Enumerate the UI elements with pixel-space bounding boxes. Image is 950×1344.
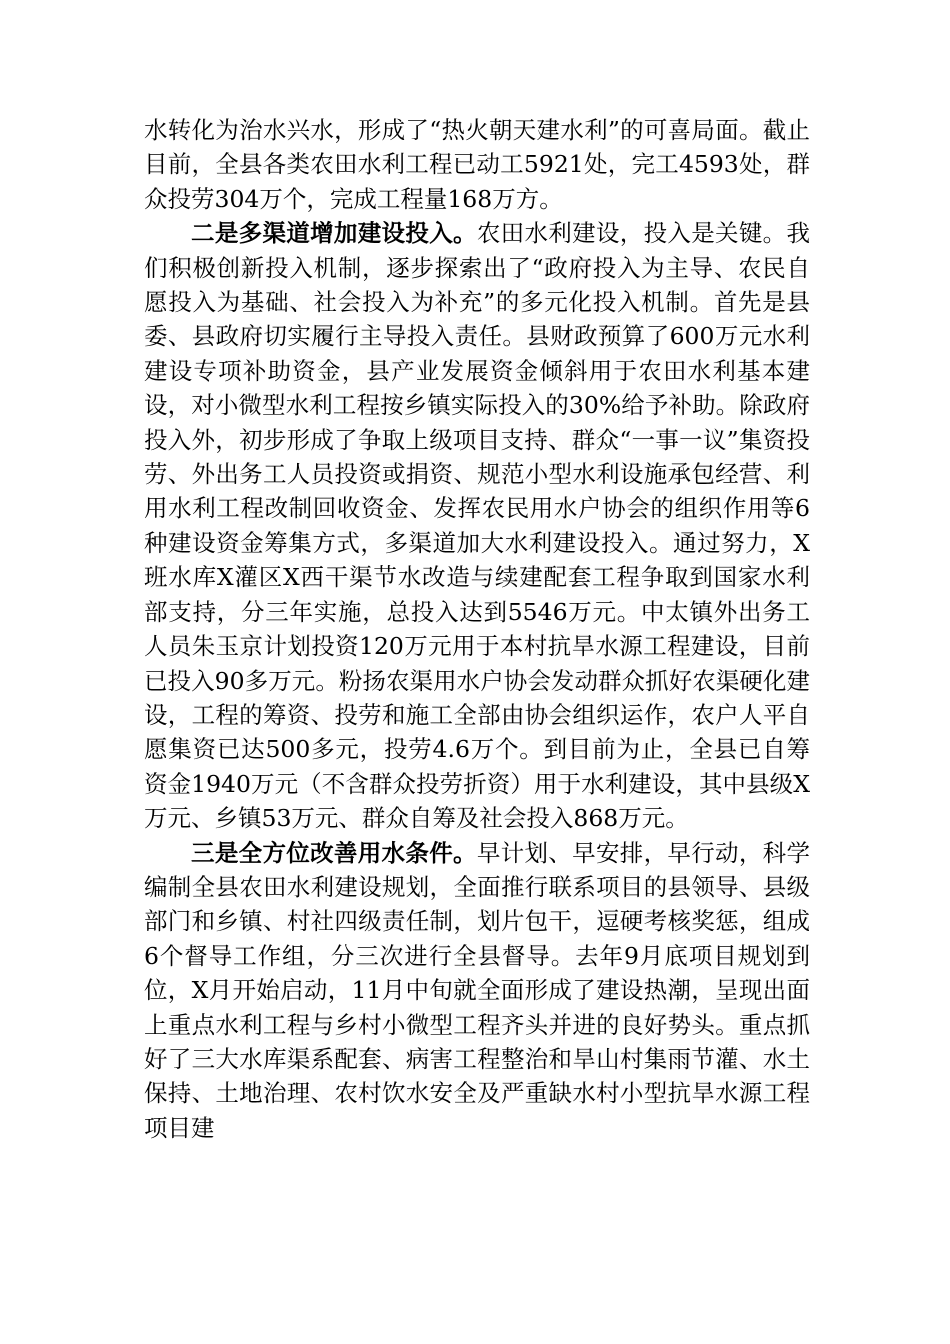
- paragraph-2: [144, 216, 810, 835]
- paragraph-3: [144, 836, 810, 1146]
- paragraph-3-body: 早计划、早安排，早行动，科学编制全县农田水利建设规划，全面推行联系项目的县领导、县级部门和乡镇、村社四级责任制，划片包干，逗硬考核奖惩，组成6个督导工作组，分三次进行全县督导。去年9月底项目规划到位，X月开始启动，11月中旬就全面形成了建设热潮，呈现出面上重点水利工程与乡村小微型工程齐头并进的良好势头。重点抓好了三大水库渠系配套、病害工程整治和旱山村集雨节灌、水土保持、土地治理、农村饮水安全及严重缺水村小型抗旱水源工程项目建: [144, 838, 811, 1142]
- document-page: [144, 113, 810, 1145]
- paragraph-3-heading: 三是全方位改善用水条件。: [191, 838, 477, 867]
- paragraph-1: [144, 113, 810, 216]
- paragraph-1-body: 水转化为治水兴水，形成了“热火朝天建水利”的可喜局面。截止目前，全县各类农田水利工程已动工5921处，完工4593处，群众投劳304万个，完成工程量168万方。: [144, 116, 810, 213]
- paragraph-2-body: 农田水利建设，投入是关键。我们积极创新投入机制，逐步探索出了“政府投入为主导、农民自愿投入为基础、社会投入为补充”的多元化投入机制。首先是县委、县政府切实履行主导投入责任。县财政预算了600万元水利建设专项补助资金，县产业发展资金倾斜用于农田水利基本建设，对小微型水利工程按乡镇实际投入的30%给予补助。除政府投入外，初步形成了争取上级项目支持、群众“一事一议”集资投劳、外出务工人员投资或捐资、规范小型水利设施承包经营、利用水利工程改制回收资金、发挥农民用水户协会的组织作用等6种建设资金筹集方式，多渠道加大水利建设投入。通过努力，X班水库X灌区X西干渠节水改造与续建配套工程争取到国家水利部支持，分三年实施，总投入达到5546万元。中太镇外出务工人员朱玉京计划投资120万元用于本村抗旱水源工程建设，目前已投入90多万元。粉扬农渠用水户协会发动群众抓好农渠硬化建设，工程的筹资、投劳和施工全部由协会组织运作，农户人平自愿集资已达500多元，投劳4.6万个。到目前为止，全县已自筹资金1940万元（不含群众投劳折资）用于水利建设，其中县级X万元、乡镇53万元、群众自筹及社会投入868万元。: [144, 219, 811, 833]
- paragraph-2-heading: 二是多渠道增加建设投入。: [191, 219, 477, 248]
